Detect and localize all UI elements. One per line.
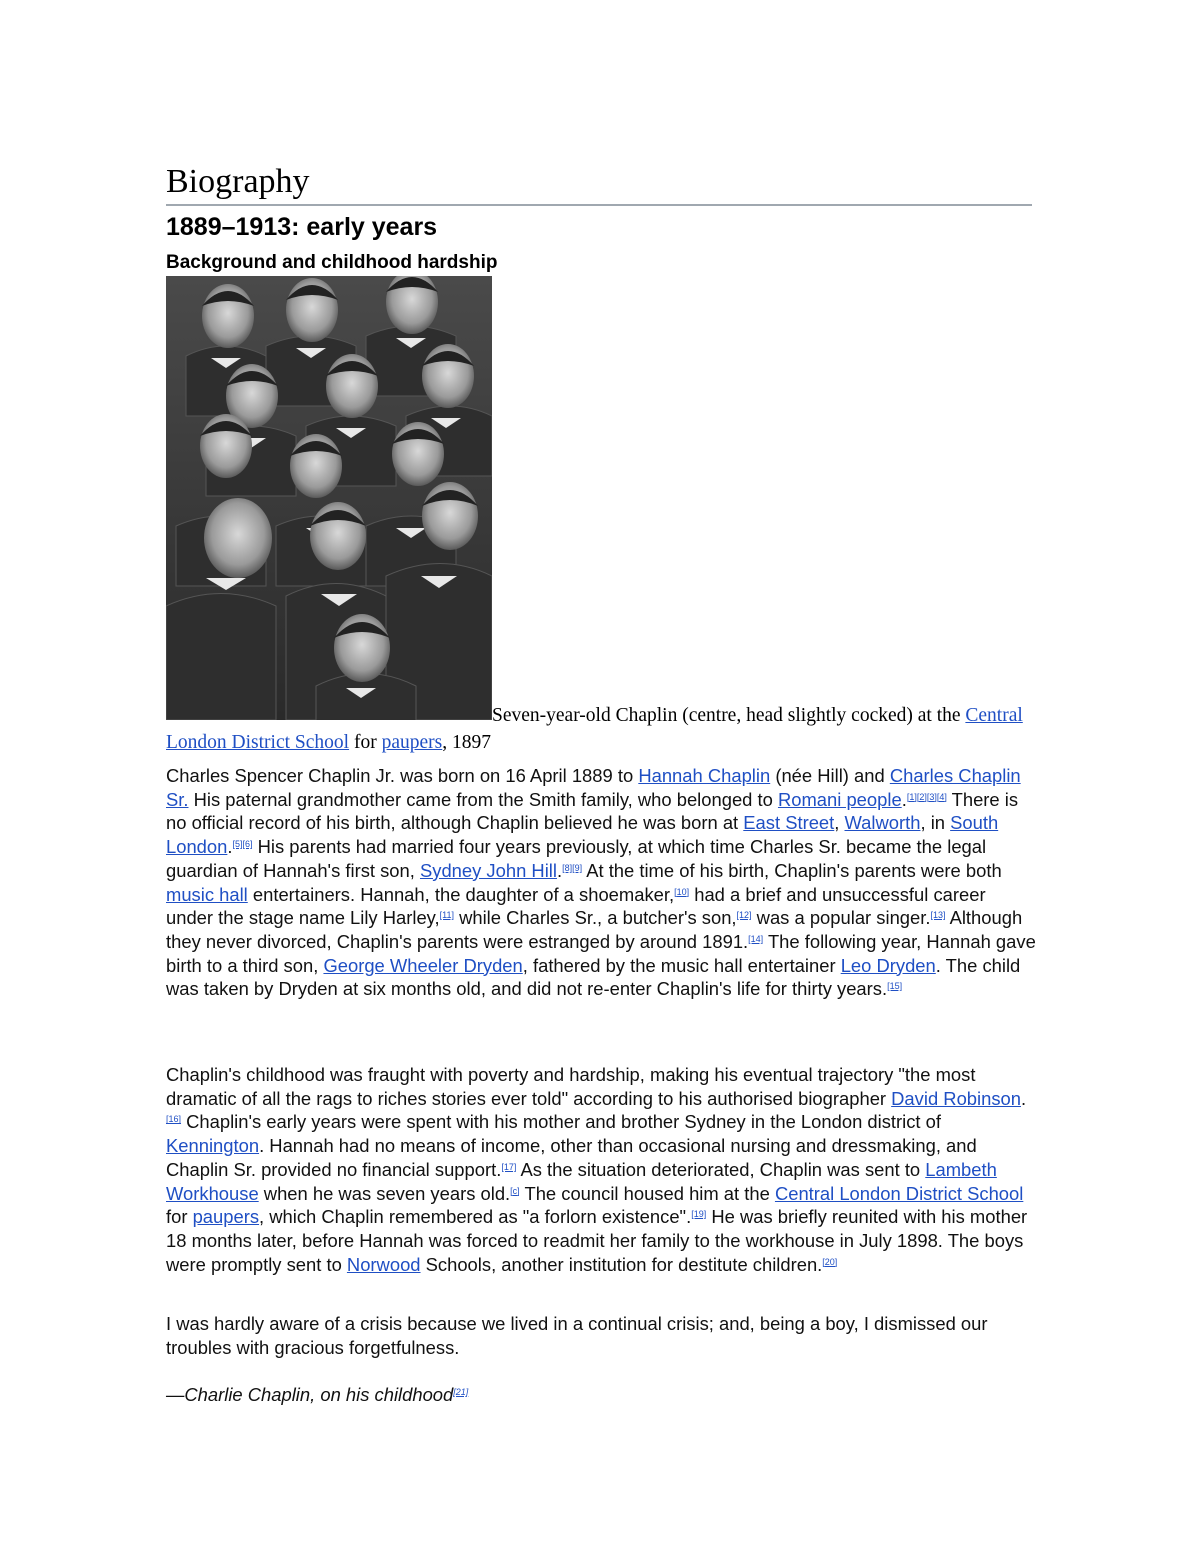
- text: His paternal grandmother came from the Smith family, who belonged to: [188, 788, 778, 810]
- text: ,: [834, 812, 845, 834]
- text: The following year, Hannah gave birth to a third son,: [166, 930, 1036, 976]
- citation-ref[interactable]: [20]: [822, 1256, 838, 1267]
- link-lambeth-workhouse[interactable]: Lambeth Workhouse: [166, 1158, 997, 1204]
- link-central-london-district-school[interactable]: Central London District School: [166, 705, 1023, 753]
- text: .: [1021, 1087, 1027, 1109]
- citation-ref[interactable]: [12]: [736, 910, 752, 921]
- paragraph-birth: [166, 764, 1036, 1001]
- citation-ref[interactable]: [21]: [453, 1387, 469, 1397]
- link-east-street[interactable]: East Street: [743, 812, 835, 834]
- link-david-robinson[interactable]: David Robinson: [891, 1087, 1021, 1109]
- text: was a popular singer.: [751, 907, 931, 929]
- class-photo-image[interactable]: [166, 276, 492, 720]
- text: Although they never divorced, Chaplin's parents were estranged by around 1891.: [166, 907, 1023, 952]
- citation-ref[interactable]: [c]: [510, 1185, 520, 1196]
- text: entertainers. Hannah, the daughter of a shoemaker,: [247, 883, 675, 905]
- photo-caption: [166, 702, 1036, 756]
- text: There is no official record of his birth, although Chaplin believed he was born at: [166, 788, 1019, 834]
- link-sydney-john-hill[interactable]: Sydney John Hill: [419, 859, 557, 881]
- text: (née Hill) and: [770, 765, 890, 786]
- link-george-wheeler-dryden[interactable]: George Wheeler Dryden: [323, 954, 523, 976]
- link-kennington[interactable]: Kennington: [166, 1135, 260, 1157]
- link-hannah-chaplin[interactable]: Hannah Chaplin: [638, 765, 771, 786]
- citation-ref[interactable]: [19]: [691, 1209, 707, 1220]
- link-paupers[interactable]: paupers: [192, 1206, 260, 1228]
- text: .: [556, 859, 563, 881]
- caption-text: Seven-year-old Chaplin (centre, head slightly cocked) at the: [492, 705, 966, 726]
- citation-ref[interactable]: [13]: [930, 910, 946, 921]
- text: , which Chaplin remembered as "a forlorn existence".: [259, 1206, 692, 1228]
- link-charles-chaplin-sr[interactable]: Charles Chaplin Sr.: [166, 765, 1021, 810]
- text: . Hannah had no means of income, other than occasional nursing and dressmaking, and Chaplin Sr. provided no financial support.: [166, 1135, 977, 1180]
- blockquote-text: I was hardly aware of a crisis because we lived in a continual crisis; and, being a boy, I dismissed our troubles with gracious forgetfulness.: [166, 1313, 988, 1358]
- text: , in: [920, 812, 951, 834]
- text: while Charles Sr., a butcher's son,: [453, 907, 737, 929]
- citation-ref[interactable]: [16]: [166, 1114, 182, 1125]
- citation-ref[interactable]: [17]: [501, 1161, 517, 1172]
- link-leo-dryden[interactable]: Leo Dryden: [840, 954, 936, 976]
- link-music-hall[interactable]: music hall: [166, 883, 248, 905]
- link-walworth[interactable]: Walworth: [844, 812, 921, 834]
- caption-text: , 1897: [442, 732, 491, 753]
- text: As the situation deteriorated, Chaplin was sent to: [516, 1158, 926, 1180]
- text: .: [227, 836, 233, 858]
- paragraph-childhood: [166, 1063, 1036, 1276]
- text: .: [901, 788, 907, 810]
- link-south-london[interactable]: South London: [166, 812, 999, 858]
- text: The council housed him at the: [519, 1182, 775, 1204]
- class-photo-icon: [166, 276, 492, 720]
- text: He was briefly reunited with his mother 18 months later, before Hannah was forced to readmit her family to the workhouse in July 1898. The boys were promptly sent to: [166, 1206, 1028, 1275]
- citation-ref[interactable]: [15]: [887, 981, 903, 992]
- citation-ref[interactable]: [5][6]: [232, 839, 253, 850]
- text: Schools, another institution for destitute children.: [420, 1253, 823, 1275]
- text: Chaplin's childhood was fraught with poverty and hardship, making his eventual trajectory "the most dramatic of all the rags to riches stories ever told" according to his authorised biographer: [166, 1064, 976, 1109]
- text: . The child was taken by Dryden at six months old, and did not re-enter Chaplin's life for thirty years.: [166, 954, 1021, 1000]
- text: Chaplin's early years were spent with his mother and brother Sydney in the London district of: [181, 1111, 941, 1133]
- text: , fathered by the music hall entertainer: [522, 954, 841, 976]
- text: when he was seven years old.: [258, 1182, 511, 1204]
- text: Charles Spencer Chaplin Jr. was born on 16 April 1889 to: [166, 765, 639, 786]
- attribution-text: —Charlie Chaplin, on his childhood: [166, 1384, 454, 1405]
- subsection-heading: Background and childhood hardship: [166, 252, 498, 273]
- page-heading: Biography: [166, 160, 1032, 206]
- text: His parents had married four years previously, at which time Charles Sr. became the legal guardian of Hannah's first son,: [166, 836, 987, 881]
- link-norwood[interactable]: Norwood: [346, 1253, 421, 1275]
- text: for: [166, 1206, 193, 1228]
- link-romani-people[interactable]: Romani people: [777, 788, 902, 810]
- citation-ref[interactable]: [11]: [439, 910, 454, 921]
- text: had a brief and unsuccessful career under the stage name Lily Harley,: [166, 883, 986, 929]
- link-paupers[interactable]: paupers: [381, 732, 443, 753]
- text: At the time of his birth, Chaplin's parents were both: [582, 859, 1002, 881]
- quote-attribution: [166, 1383, 468, 1407]
- caption-text: for: [349, 732, 382, 753]
- citation-ref[interactable]: [14]: [748, 933, 764, 944]
- link-central-london-district-school[interactable]: Central London District School: [774, 1182, 1024, 1204]
- citation-ref[interactable]: [1][2][3][4]: [906, 791, 947, 802]
- section-heading: 1889–1913: early years: [166, 213, 438, 241]
- citation-ref[interactable]: [8][9]: [562, 862, 583, 873]
- citation-ref[interactable]: [10]: [674, 886, 690, 897]
